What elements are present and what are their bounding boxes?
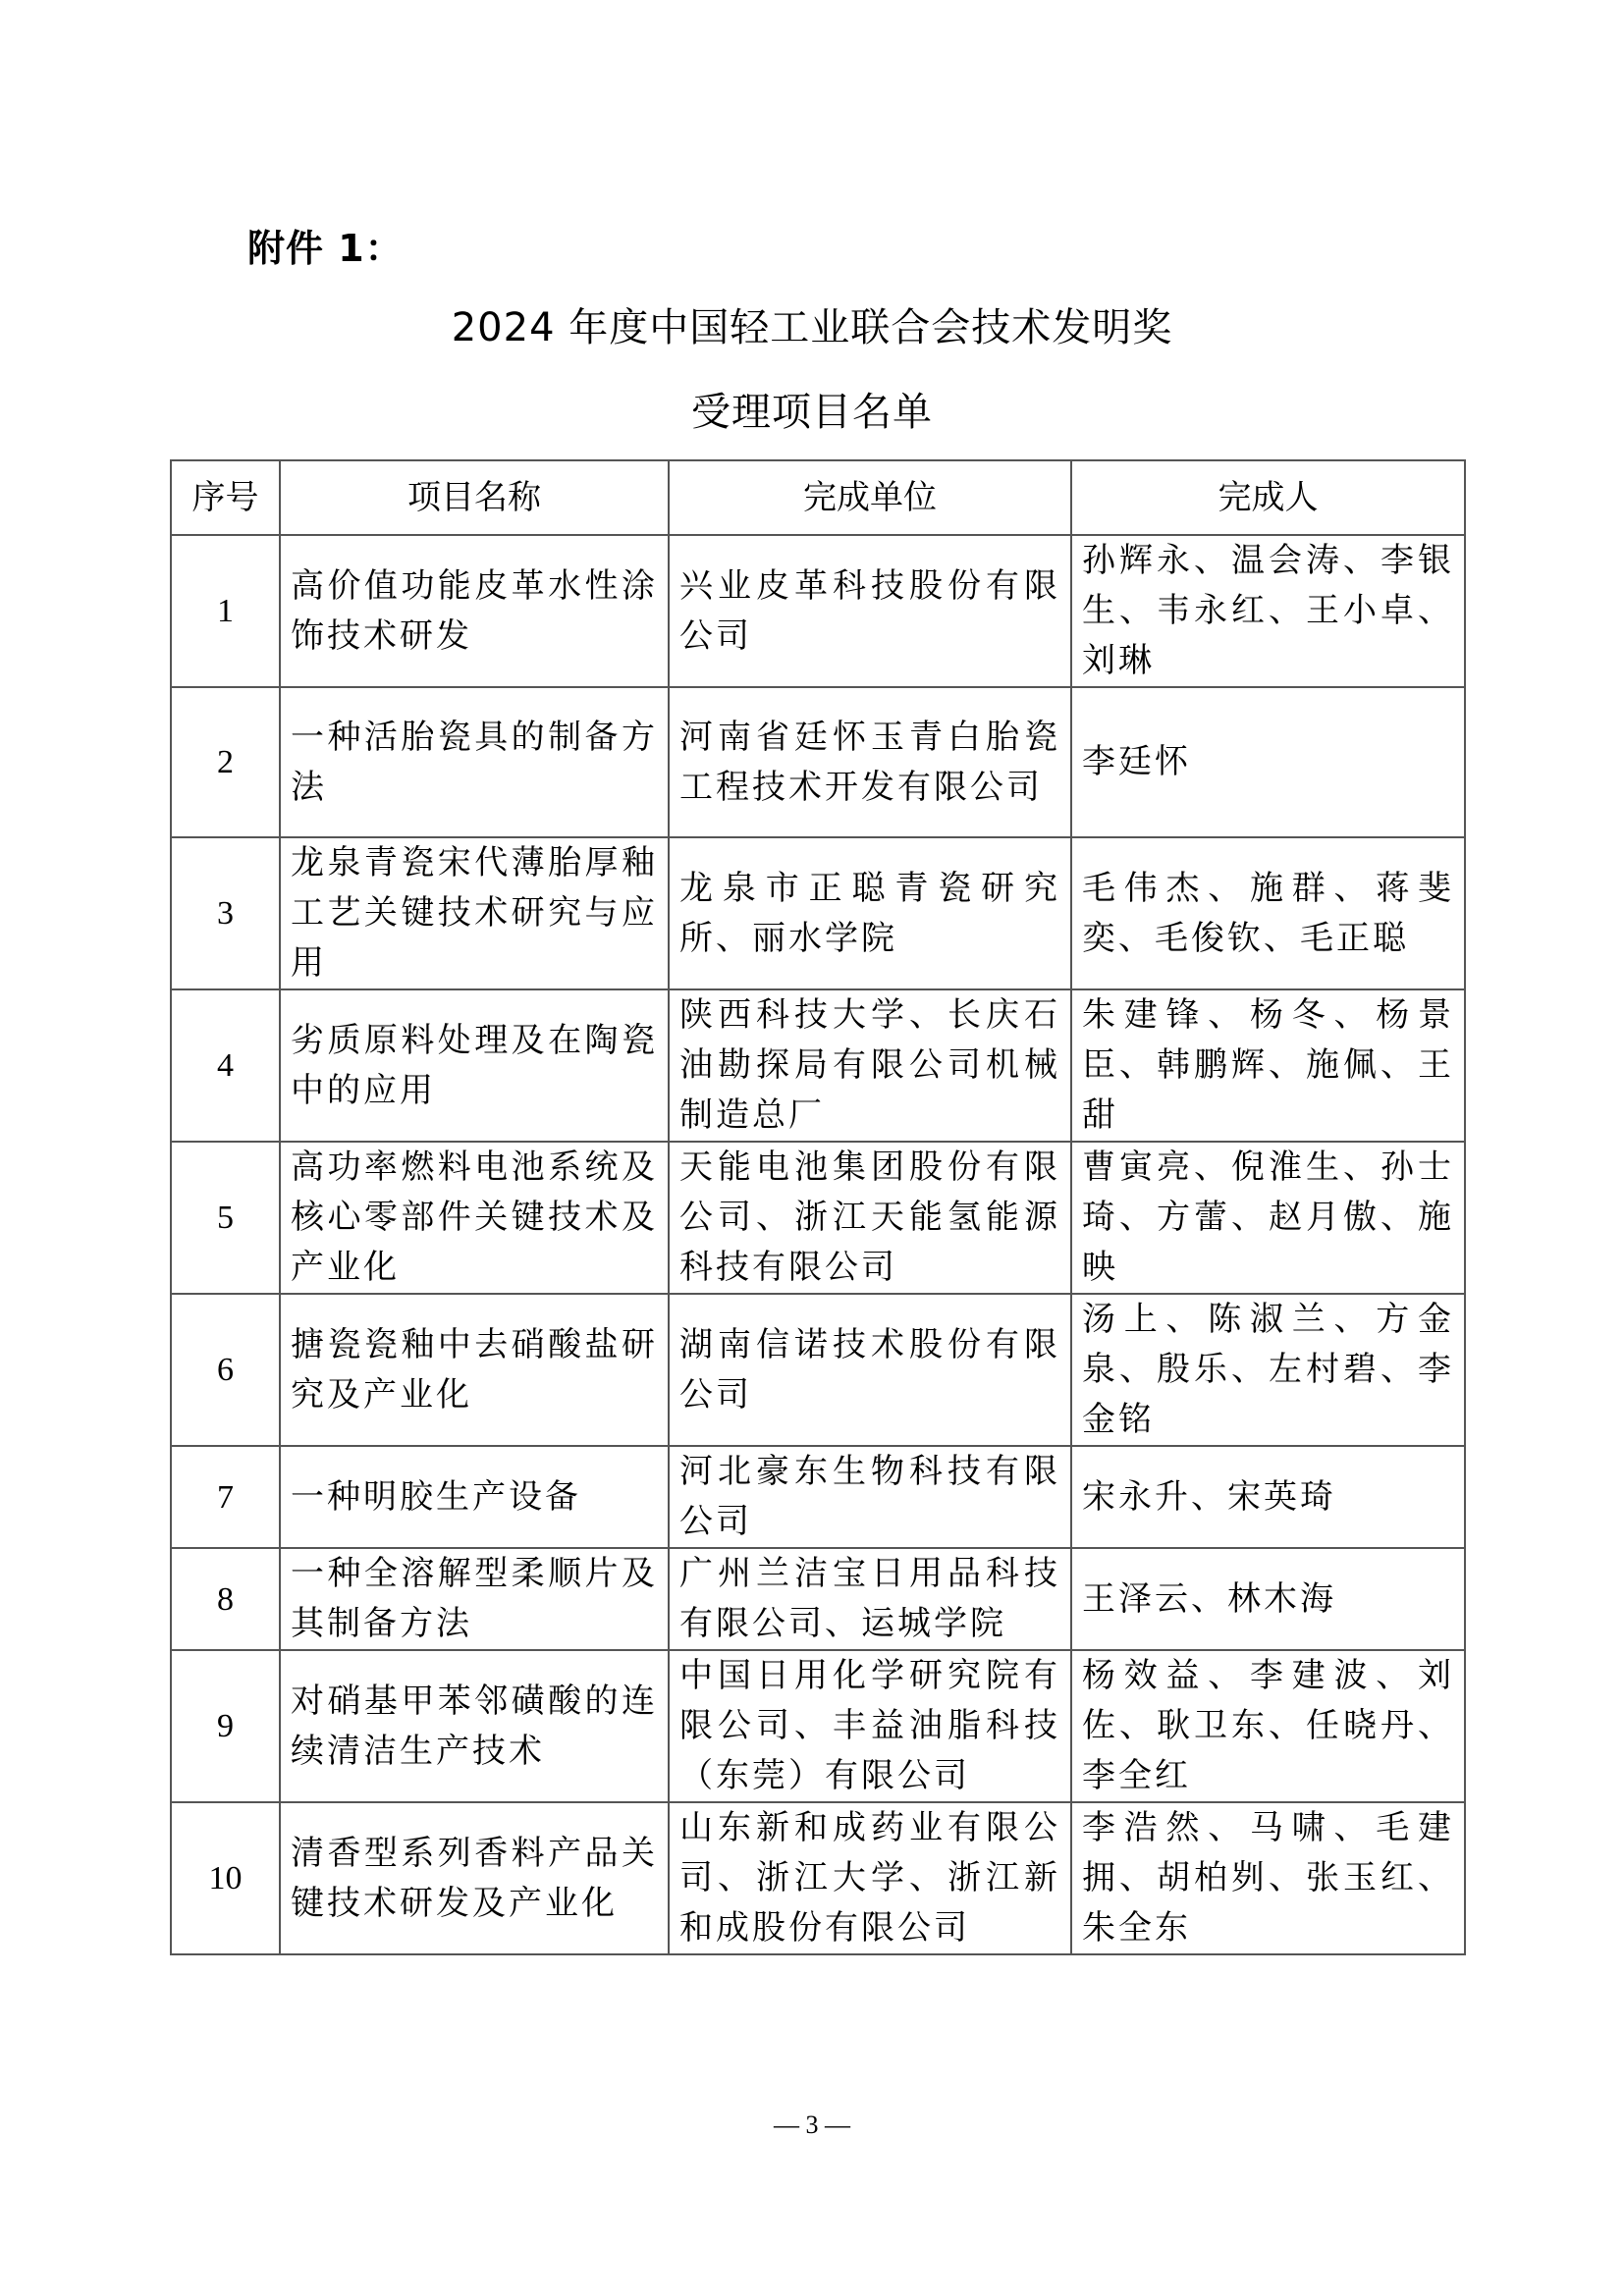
row-project: 高价值功能皮革水性涂饰技术研发 bbox=[280, 535, 669, 687]
row-unit: 山东新和成药业有限公司、浙江大学、浙江新和成股份有限公司 bbox=[669, 1802, 1071, 1954]
row-project: 一种全溶解型柔顺片及其制备方法 bbox=[280, 1548, 669, 1650]
row-unit: 河南省廷怀玉青白胎瓷工程技术开发有限公司 bbox=[669, 687, 1071, 837]
row-project: 劣质原料处理及在陶瓷中的应用 bbox=[280, 989, 669, 1142]
row-unit: 龙泉市正聪青瓷研究所、丽水学院 bbox=[669, 837, 1071, 989]
row-project: 清香型系列香料产品关键技术研发及产业化 bbox=[280, 1802, 669, 1954]
table-row bbox=[171, 1142, 1465, 1294]
row-unit: 兴业皮革科技股份有限公司 bbox=[669, 535, 1071, 687]
row-people: 李廷怀 bbox=[1071, 687, 1465, 837]
row-no: 8 bbox=[171, 1548, 280, 1650]
row-unit: 陕西科技大学、长庆石油勘探局有限公司机械制造总厂 bbox=[669, 989, 1071, 1142]
row-no: 3 bbox=[171, 837, 280, 989]
project-table bbox=[170, 459, 1466, 1955]
row-no: 2 bbox=[171, 687, 280, 837]
row-project: 搪瓷瓷釉中去硝酸盐研究及产业化 bbox=[280, 1294, 669, 1446]
row-people: 李浩然、马啸、毛建拥、胡柏刿、张玉红、朱全东 bbox=[1071, 1802, 1465, 1954]
row-unit: 河北豪东生物科技有限公司 bbox=[669, 1446, 1071, 1548]
row-no: 6 bbox=[171, 1294, 280, 1446]
row-no: 9 bbox=[171, 1650, 280, 1802]
table-row bbox=[171, 837, 1465, 989]
row-project: 一种明胶生产设备 bbox=[280, 1446, 669, 1548]
table-row bbox=[171, 1548, 1465, 1650]
row-people: 王泽云、林木海 bbox=[1071, 1548, 1465, 1650]
row-project: 对硝基甲苯邻磺酸的连续清洁生产技术 bbox=[280, 1650, 669, 1802]
row-project: 一种活胎瓷具的制备方法 bbox=[280, 687, 669, 837]
table-row bbox=[171, 687, 1465, 837]
header-unit: 完成单位 bbox=[669, 460, 1071, 535]
attachment-label: 附件 1： bbox=[247, 227, 404, 270]
page-number: — 3 — bbox=[774, 2110, 850, 2139]
row-people: 宋永升、宋英琦 bbox=[1071, 1446, 1465, 1548]
header-people: 完成人 bbox=[1071, 460, 1465, 535]
row-people: 曹寅亮、倪淮生、孙士琦、方蕾、赵月傲、施映 bbox=[1071, 1142, 1465, 1294]
row-no: 1 bbox=[171, 535, 280, 687]
row-project: 高功率燃料电池系统及核心零部件关键技术及产业化 bbox=[280, 1142, 669, 1294]
header-no: 序号 bbox=[171, 460, 280, 535]
row-unit: 中国日用化学研究院有限公司、丰益油脂科技（东莞）有限公司 bbox=[669, 1650, 1071, 1802]
row-project: 龙泉青瓷宋代薄胎厚釉工艺关键技术研究与应用 bbox=[280, 837, 669, 989]
table-header-row bbox=[171, 460, 1465, 535]
header-project: 项目名称 bbox=[280, 460, 669, 535]
row-no: 4 bbox=[171, 989, 280, 1142]
document-title: 2024 年度中国轻工业联合会技术发明奖 bbox=[451, 305, 1173, 350]
table-row bbox=[171, 1650, 1465, 1802]
table-row bbox=[171, 989, 1465, 1142]
row-unit: 广州兰洁宝日用品科技有限公司、运城学院 bbox=[669, 1548, 1071, 1650]
row-people: 汤上、陈淑兰、方金泉、殷乐、左村碧、李金铭 bbox=[1071, 1294, 1465, 1446]
row-people: 朱建锋、杨冬、杨景臣、韩鹏辉、施佩、王甜 bbox=[1071, 989, 1465, 1142]
row-no: 5 bbox=[171, 1142, 280, 1294]
row-unit: 湖南信诺技术股份有限公司 bbox=[669, 1294, 1071, 1446]
row-no: 10 bbox=[171, 1802, 280, 1954]
row-no: 7 bbox=[171, 1446, 280, 1548]
table-row bbox=[171, 1802, 1465, 1954]
row-people: 孙辉永、温会涛、李银生、韦永红、王小卓、刘琳 bbox=[1071, 535, 1465, 687]
row-people: 杨效益、李建波、刘佐、耿卫东、任晓丹、李全红 bbox=[1071, 1650, 1465, 1802]
table-row bbox=[171, 1294, 1465, 1446]
row-people: 毛伟杰、施群、蒋斐奕、毛俊钦、毛正聪 bbox=[1071, 837, 1465, 989]
table-row bbox=[171, 1446, 1465, 1548]
document-subtitle: 受理项目名单 bbox=[691, 390, 933, 435]
table-row bbox=[171, 535, 1465, 687]
row-unit: 天能电池集团股份有限公司、浙江天能氢能源科技有限公司 bbox=[669, 1142, 1071, 1294]
